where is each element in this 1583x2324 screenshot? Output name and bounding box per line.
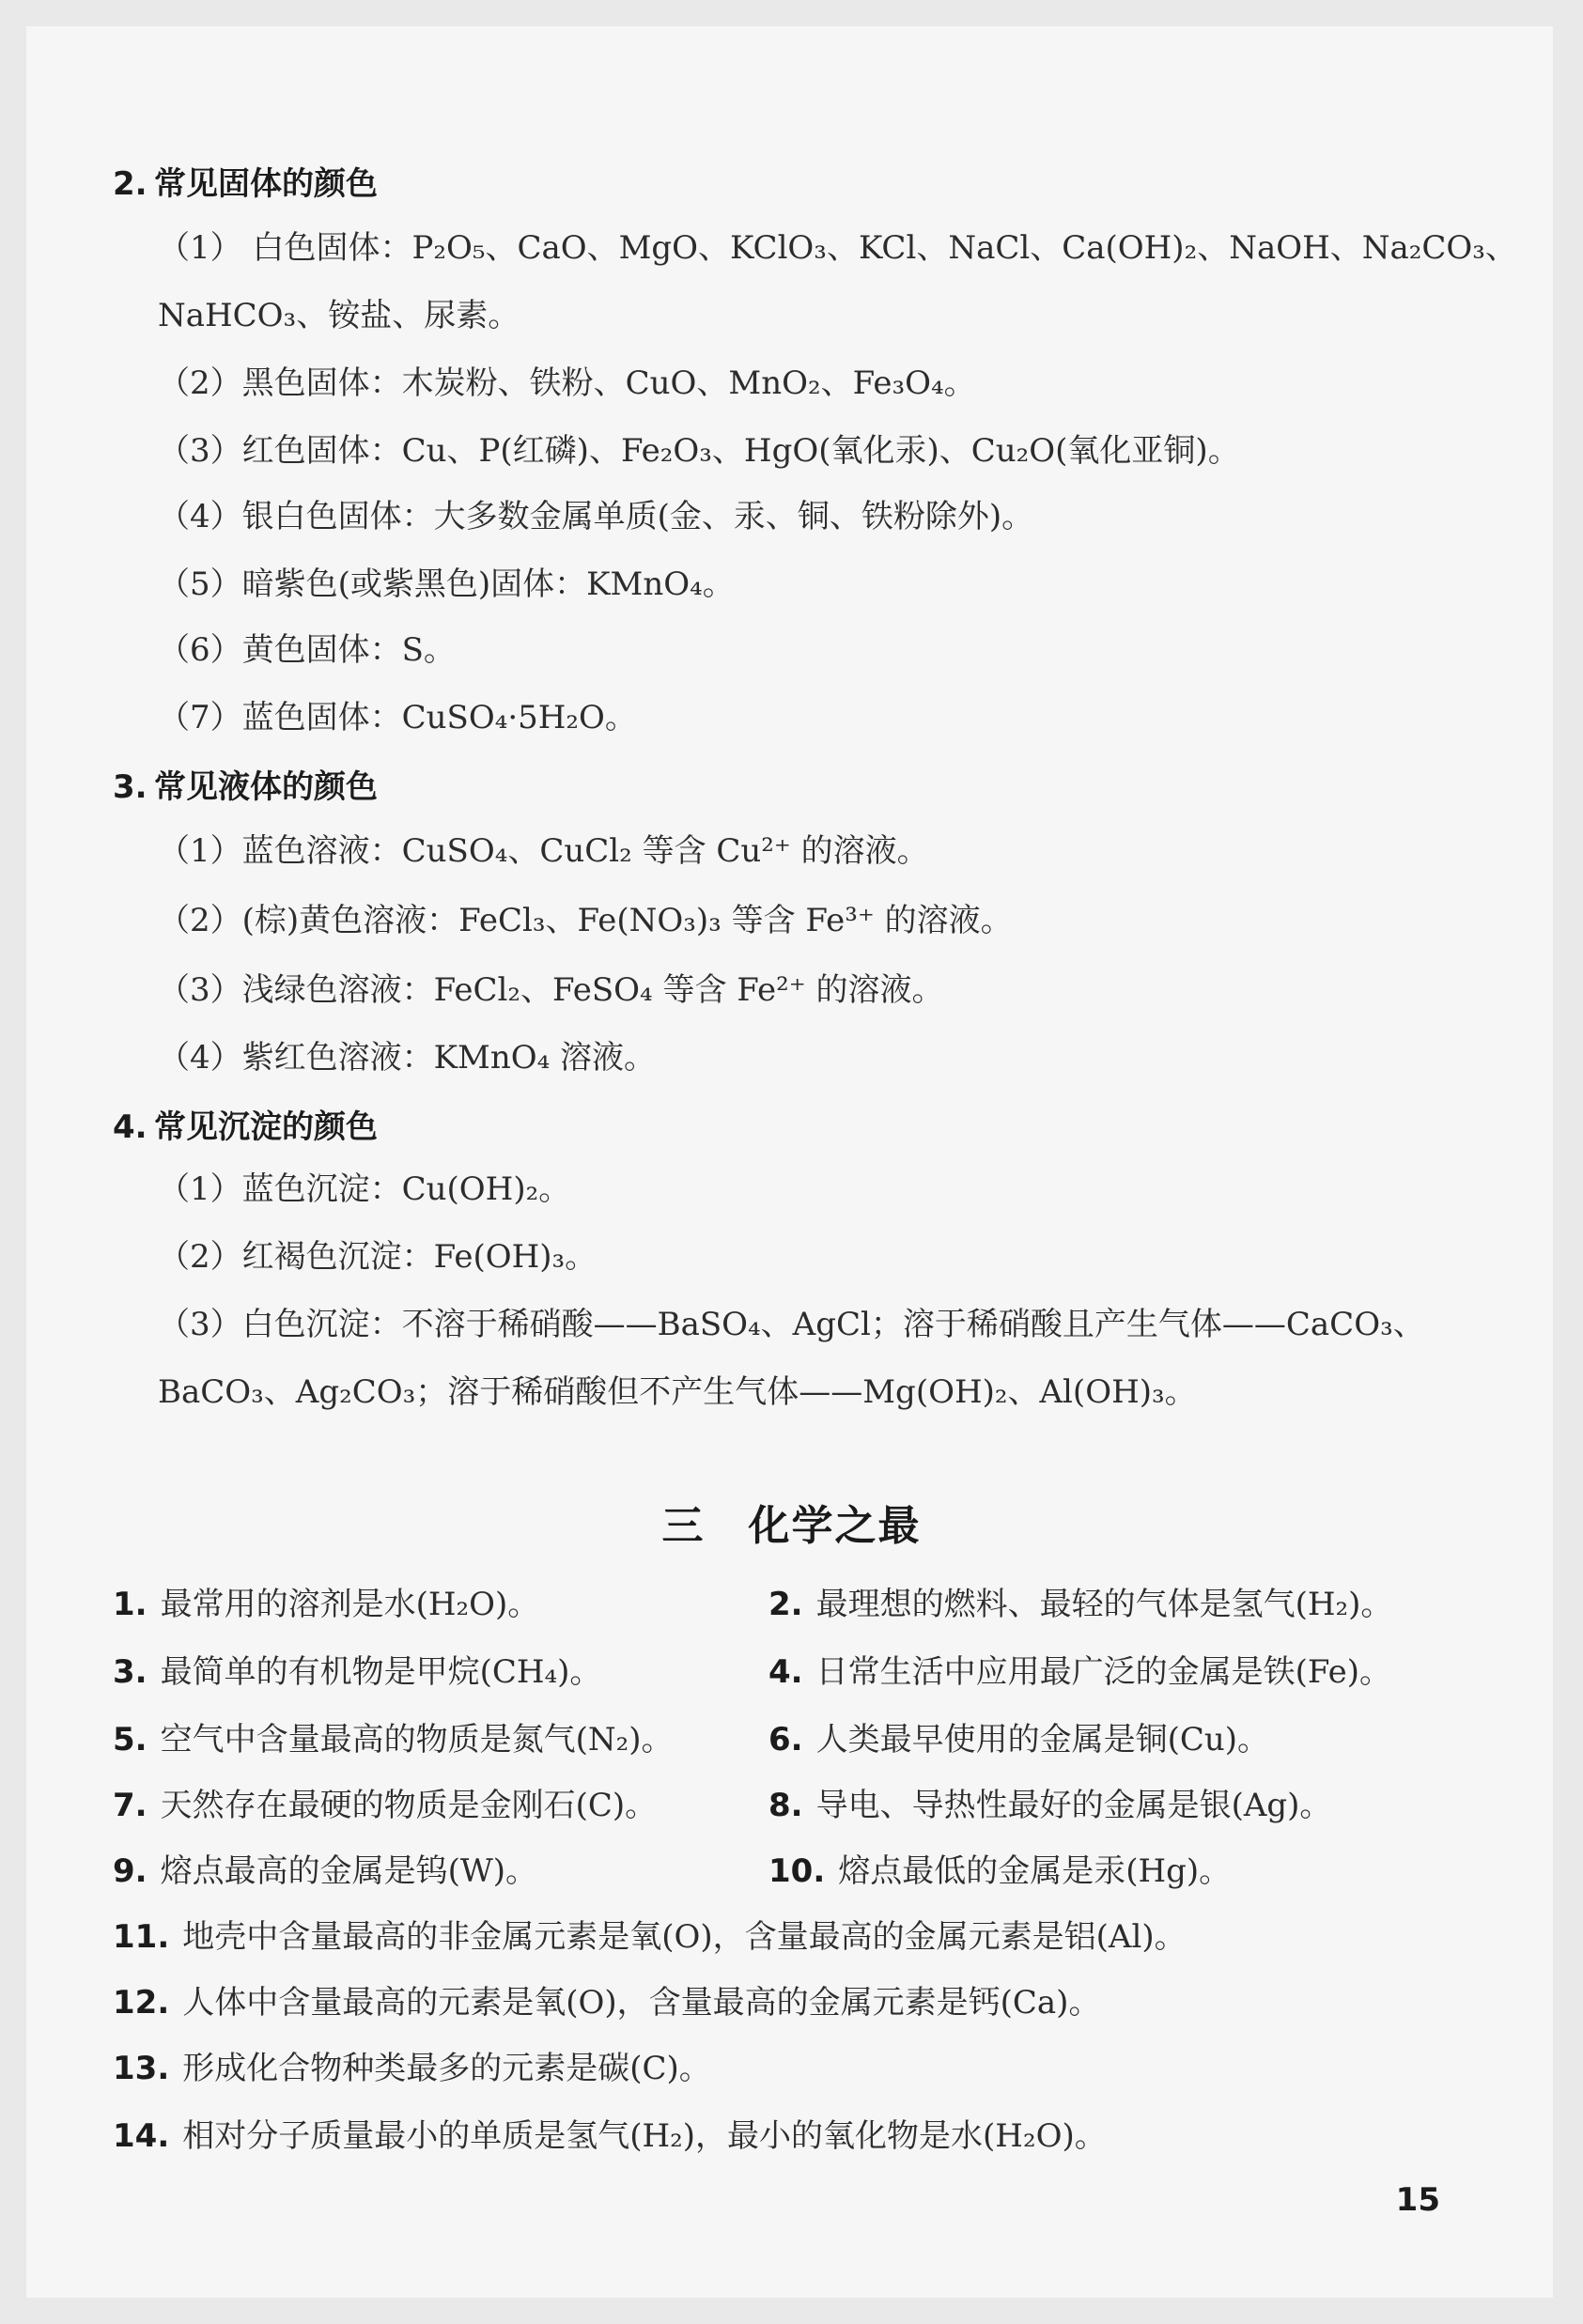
fact-number: 1.: [113, 1586, 147, 1623]
heading-number: 4.: [113, 1108, 147, 1146]
liquid-line-2: （2）(棕)黄色溶液：FeCl₃、Fe(NO₃)₃ 等含 Fe³⁺ 的溶液。: [158, 902, 1013, 939]
fact-text: 相对分子质量最小的单质是氢气(H₂)，最小的氧化物是水(H₂O)。: [182, 2117, 1107, 2155]
fact-number: 6.: [768, 1721, 803, 1758]
precipitate-line-2: （2）红褐色沉淀：Fe(OH)₃。: [158, 1238, 598, 1276]
fact-number: 11.: [113, 1918, 170, 1956]
solid-line-1: （1） 白色固体：P₂O₅、CaO、MgO、KClO₃、KCl、NaCl、Ca(OH)₂、NaOH、Na₂CO₃、: [158, 229, 1517, 267]
heading-text: 常见沉淀的颜色: [154, 1108, 378, 1146]
section-text: 化学之最: [748, 1502, 922, 1550]
fact-item: [113, 1779, 657, 1825]
fact-text: 熔点最高的金属是钨(W)。: [160, 1852, 538, 1890]
heading-precipitate-colors: [113, 1101, 378, 1147]
fact-text: 形成化合物种类最多的元素是碳(C)。: [182, 2050, 711, 2087]
solid-line-1-cont: NaHCO₃、铵盐、尿素。: [158, 297, 520, 334]
fact-item: [768, 1713, 1269, 1759]
fact-number: 4.: [768, 1653, 803, 1691]
fact-number: 5.: [113, 1721, 147, 1758]
precipitate-line-3-cont: BaCO₃、Ag₂CO₃；溶于稀硝酸但不产生气体——Mg(OH)₂、Al(OH)₃。: [158, 1373, 1197, 1411]
liquid-line-1: （1）蓝色溶液：CuSO₄、CuCl₂ 等含 Cu²⁺ 的溶液。: [158, 832, 929, 870]
solid-line-5: （5）暗紫色(或紫黑色)固体：KMnO₄。: [158, 566, 735, 603]
solid-line-4: （4）银白色固体：大多数金属单质(金、汞、铜、铁粉除外)。: [158, 498, 1034, 535]
solid-line-3: （3）红色固体：Cu、P(红磷)、Fe₂O₃、HgO(氧化汞)、Cu₂O(氧化亚铜)。: [158, 432, 1240, 470]
fact-number: 3.: [113, 1653, 147, 1691]
fact-number: 8.: [768, 1787, 803, 1824]
fact-item: [113, 1713, 674, 1759]
heading-number: 2.: [113, 165, 147, 203]
section-title: [0, 1492, 1583, 1552]
solid-line-2: （2）黑色固体：木炭粉、铁粉、CuO、MnO₂、Fe₃O₄。: [158, 364, 976, 402]
solid-line-7: （7）蓝色固体：CuSO₄·5H₂O。: [158, 699, 637, 736]
heading-solid-colors: [113, 158, 378, 204]
fact-item: [113, 1646, 601, 1692]
fact-number: 13.: [113, 2050, 170, 2087]
heading-number: 3.: [113, 768, 147, 806]
fact-number: 10.: [768, 1852, 826, 1890]
fact-item: [768, 1779, 1331, 1825]
fact-number: 9.: [113, 1852, 147, 1890]
precipitate-line-3: （3）白色沉淀：不溶于稀硝酸——BaSO₄、AgCl；溶于稀硝酸且产生气体——CaCO₃、: [158, 1306, 1425, 1343]
fact-number: 12.: [113, 1984, 170, 2022]
fact-text: 空气中含量最高的物质是氮气(N₂)。: [160, 1721, 674, 1758]
fact-text: 最简单的有机物是甲烷(CH₄)。: [160, 1653, 602, 1691]
fact-item: [768, 1845, 1231, 1891]
fact-item: [113, 1578, 539, 1624]
fact-number: 14.: [113, 2117, 170, 2155]
fact-text: 熔点最低的金属是汞(Hg)。: [838, 1852, 1232, 1890]
fact-item: [113, 1845, 537, 1891]
liquid-line-4: （4）紫红色溶液：KMnO₄ 溶液。: [158, 1039, 657, 1077]
fact-text: 地壳中含量最高的非金属元素是氧(O)，含量最高的金属元素是铝(Al)。: [182, 1918, 1187, 1956]
fact-number: 7.: [113, 1787, 147, 1824]
fact-item: [113, 1911, 1187, 1957]
solid-line-6: （6）黄色固体：S。: [158, 631, 456, 669]
precipitate-line-1: （1）蓝色沉淀：Cu(OH)₂。: [158, 1170, 571, 1208]
fact-text: 日常生活中应用最广泛的金属是铁(Fe)。: [815, 1653, 1391, 1691]
fact-item: [768, 1646, 1391, 1692]
fact-item: [768, 1578, 1392, 1624]
fact-text: 天然存在最硬的物质是金刚石(C)。: [160, 1787, 658, 1824]
fact-item: [113, 2110, 1107, 2156]
fact-text: 人类最早使用的金属是铜(Cu)。: [815, 1721, 1270, 1758]
heading-text: 常见液体的颜色: [154, 768, 378, 806]
section-number: 三: [661, 1502, 706, 1550]
fact-text: 最理想的燃料、最轻的气体是氢气(H₂)。: [815, 1586, 1393, 1623]
fact-item: [113, 2042, 711, 2088]
heading-liquid-colors: [113, 761, 378, 807]
page-number: 15: [1395, 2181, 1440, 2219]
fact-text: 人体中含量最高的元素是氧(O)，含量最高的金属元素是钙(Ca)。: [182, 1984, 1101, 2022]
fact-text: 最常用的溶剂是水(H₂O)。: [160, 1586, 540, 1623]
liquid-line-3: （3）浅绿色溶液：FeCl₂、FeSO₄ 等含 Fe²⁺ 的溶液。: [158, 971, 944, 1009]
fact-text: 导电、导热性最好的金属是银(Ag)。: [815, 1787, 1332, 1824]
fact-item: [113, 1976, 1100, 2022]
heading-text: 常见固体的颜色: [154, 165, 378, 203]
fact-number: 2.: [768, 1586, 803, 1623]
